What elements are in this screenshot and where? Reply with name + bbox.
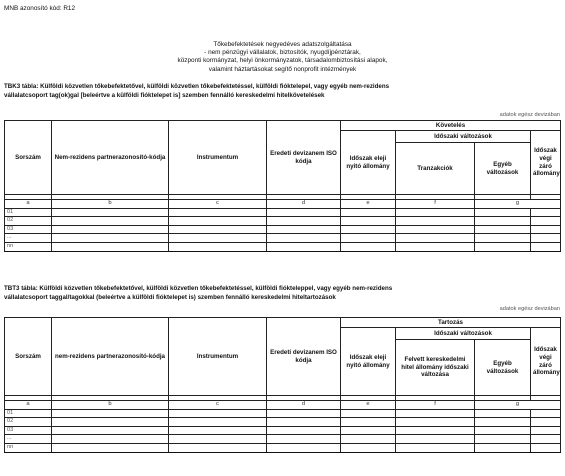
col-letter: f bbox=[396, 200, 475, 209]
cell[interactable] bbox=[531, 409, 561, 418]
table-row bbox=[5, 426, 561, 435]
table1-title-line: vállalatcsoport tag(ok)gal [beleértve a külföldi fióktelepet is] szemben fennálló kereskedelmi hitelkövetelések bbox=[4, 91, 325, 99]
cell[interactable] bbox=[267, 435, 341, 444]
col-transactions: Tranzakciók bbox=[396, 143, 475, 195]
cell[interactable] bbox=[341, 418, 396, 427]
cell[interactable] bbox=[169, 409, 267, 418]
cell[interactable] bbox=[169, 208, 267, 217]
col-transactions: Felvett kereskedelmi hitel állomány időszaki változása bbox=[396, 340, 475, 396]
table-row bbox=[5, 443, 561, 452]
cell[interactable] bbox=[396, 418, 475, 427]
table2-title-line: TBT3 tábla: Külföldi közvetlen tőkebefektetővel, külföldi közvetlen tőkebefektetéssel, külföldi fiókteleppel, vagy egyéb nem-rezidens bbox=[4, 285, 393, 292]
cell[interactable] bbox=[475, 225, 531, 234]
col-letter: e bbox=[341, 401, 396, 410]
col-currency: Eredeti devizanem ISO kódja bbox=[267, 318, 341, 396]
cell[interactable] bbox=[341, 443, 396, 452]
table-row bbox=[5, 435, 561, 444]
cell[interactable] bbox=[341, 409, 396, 418]
cell[interactable] bbox=[341, 217, 396, 226]
cell[interactable] bbox=[341, 208, 396, 217]
cell[interactable] bbox=[396, 225, 475, 234]
cell[interactable] bbox=[52, 217, 169, 226]
cell[interactable] bbox=[475, 242, 531, 251]
cell[interactable] bbox=[52, 443, 169, 452]
col-letter: b bbox=[52, 401, 169, 410]
cell[interactable] bbox=[531, 443, 561, 452]
row-number: nn bbox=[5, 443, 52, 452]
cell[interactable] bbox=[169, 234, 267, 243]
table-row bbox=[5, 242, 561, 251]
cell[interactable] bbox=[531, 225, 561, 234]
group-header: Tartozás bbox=[341, 318, 561, 328]
table2-title-line: vállalatcsoport taggal/tagokkal (beleértve a külföldi fióktelepet is) szemben fennálló kereskedelmi hiteltartozások bbox=[4, 293, 336, 301]
cell[interactable] bbox=[531, 234, 561, 243]
table2-title bbox=[4, 285, 560, 302]
table-row bbox=[5, 409, 561, 418]
cell[interactable] bbox=[396, 234, 475, 243]
cell[interactable] bbox=[475, 426, 531, 435]
cell[interactable] bbox=[52, 234, 169, 243]
cell[interactable] bbox=[169, 225, 267, 234]
col-other-changes: Egyéb változások bbox=[475, 340, 531, 396]
col-letter: c bbox=[169, 401, 267, 410]
col-letter: f bbox=[396, 401, 475, 410]
cell[interactable] bbox=[267, 225, 341, 234]
col-opening: Időszak eleji nyitó állomány bbox=[341, 328, 396, 396]
cell[interactable] bbox=[169, 443, 267, 452]
col-partner: nem-rezidens partnerazonosító-kódja bbox=[52, 318, 169, 396]
cell[interactable] bbox=[267, 409, 341, 418]
cell[interactable] bbox=[169, 242, 267, 251]
cell[interactable] bbox=[52, 418, 169, 427]
cell[interactable] bbox=[396, 409, 475, 418]
cell[interactable] bbox=[531, 242, 561, 251]
row-number: nn bbox=[5, 242, 52, 251]
heading-line: - nem pénzügyi vállalatok, biztosítók, nyugdíjpénztárak, bbox=[204, 49, 361, 57]
col-letter: g bbox=[475, 401, 561, 410]
cell[interactable] bbox=[267, 208, 341, 217]
cell[interactable] bbox=[169, 217, 267, 226]
col-closing: Időszak végi záró állomány bbox=[531, 328, 561, 396]
cell[interactable] bbox=[52, 225, 169, 234]
cell[interactable] bbox=[396, 435, 475, 444]
table-row bbox=[5, 234, 561, 243]
row-number: 01 bbox=[5, 409, 52, 418]
col-letter: d bbox=[267, 200, 341, 209]
cell[interactable] bbox=[396, 426, 475, 435]
row-number: 03 bbox=[5, 225, 52, 234]
col-letter: e bbox=[341, 200, 396, 209]
table2 bbox=[4, 317, 561, 453]
col-letter: c bbox=[169, 200, 267, 209]
cell[interactable] bbox=[267, 443, 341, 452]
row-number: 02 bbox=[5, 418, 52, 427]
col-sorszam: Sorszám bbox=[5, 318, 52, 396]
cell[interactable] bbox=[169, 418, 267, 427]
heading-line: valamint háztartásokat segítő nonprofit intézmények bbox=[208, 65, 357, 73]
cell[interactable] bbox=[531, 217, 561, 226]
cell[interactable] bbox=[531, 435, 561, 444]
cell[interactable] bbox=[475, 234, 531, 243]
table1-title bbox=[4, 83, 560, 100]
col-letter: a bbox=[5, 200, 52, 209]
sub-group-header: Időszaki változások bbox=[396, 131, 531, 143]
mnb-code: MNB azonosító kód: R12 bbox=[4, 5, 76, 12]
table2-unit: adatok egész devizában bbox=[499, 306, 560, 312]
cell[interactable] bbox=[52, 242, 169, 251]
cell[interactable] bbox=[396, 208, 475, 217]
report-heading bbox=[0, 41, 565, 74]
row-number: ... bbox=[5, 435, 52, 444]
cell[interactable] bbox=[475, 435, 531, 444]
row-number: 01 bbox=[5, 208, 52, 217]
cell[interactable] bbox=[52, 426, 169, 435]
cell[interactable] bbox=[396, 217, 475, 226]
cell[interactable] bbox=[475, 409, 531, 418]
col-letter: b bbox=[52, 200, 169, 209]
cell[interactable] bbox=[531, 418, 561, 427]
col-letter: g bbox=[475, 200, 561, 209]
group-header: Követelés bbox=[341, 121, 561, 131]
cell[interactable] bbox=[341, 426, 396, 435]
col-letter: a bbox=[5, 401, 52, 410]
cell[interactable] bbox=[52, 208, 169, 217]
cell[interactable] bbox=[267, 234, 341, 243]
cell[interactable] bbox=[341, 242, 396, 251]
table-row bbox=[5, 418, 561, 427]
col-other-changes: Egyéb változások bbox=[475, 143, 531, 195]
cell[interactable] bbox=[52, 409, 169, 418]
col-closing: Időszak végi záró állomány bbox=[531, 131, 561, 195]
col-sorszam: Sorszám bbox=[5, 121, 52, 195]
col-instrument: Instrumentum bbox=[169, 318, 267, 396]
cell[interactable] bbox=[169, 426, 267, 435]
cell[interactable] bbox=[341, 234, 396, 243]
col-letter: d bbox=[267, 401, 341, 410]
col-instrument: Instrumentum bbox=[169, 121, 267, 195]
cell[interactable] bbox=[475, 217, 531, 226]
cell[interactable] bbox=[267, 242, 341, 251]
cell[interactable] bbox=[169, 435, 267, 444]
table1-unit: adatok egész devizában bbox=[499, 112, 560, 118]
cell[interactable] bbox=[396, 443, 475, 452]
cell[interactable] bbox=[475, 418, 531, 427]
cell[interactable] bbox=[341, 225, 396, 234]
row-number: 03 bbox=[5, 426, 52, 435]
table-row bbox=[5, 217, 561, 226]
cell[interactable] bbox=[52, 435, 169, 444]
heading-line: központi kormányzat, helyi önkormányzatok, társadalombiztosítási alapok, bbox=[177, 57, 388, 65]
cell[interactable] bbox=[531, 208, 561, 217]
col-currency: Eredeti devizanem ISO kódja bbox=[267, 121, 341, 195]
table1 bbox=[4, 120, 561, 252]
cell[interactable] bbox=[396, 242, 475, 251]
heading-line: Tőkebefektetések negyedéves adatszolgáltatása bbox=[213, 41, 352, 48]
cell[interactable] bbox=[341, 435, 396, 444]
table-row bbox=[5, 208, 561, 217]
cell[interactable] bbox=[475, 208, 531, 217]
cell[interactable] bbox=[267, 426, 341, 435]
cell[interactable] bbox=[267, 418, 341, 427]
cell[interactable] bbox=[475, 443, 531, 452]
col-partner: Nem-rezidens partnerazonosító-kódja bbox=[52, 121, 169, 195]
cell[interactable] bbox=[267, 217, 341, 226]
row-number: 02 bbox=[5, 217, 52, 226]
table-row bbox=[5, 225, 561, 234]
cell[interactable] bbox=[531, 426, 561, 435]
sub-group-header: Időszaki változások bbox=[396, 328, 531, 340]
row-number: ... bbox=[5, 234, 52, 243]
table1-title-line: TBK3 tábla: Külföldi közvetlen tőkebefektetővel, külföldi közvetlen tőkebefektetéssel, külföldi fióktelepel, vagy egyéb nem-rezidens bbox=[4, 83, 390, 90]
col-opening: Időszak eleji nyitó állomány bbox=[341, 131, 396, 195]
